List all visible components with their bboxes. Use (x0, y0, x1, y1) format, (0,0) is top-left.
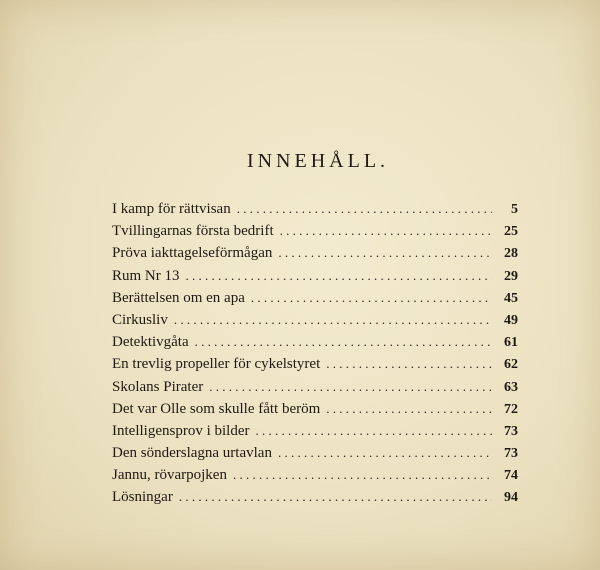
toc-entry-page: 25 (504, 224, 518, 240)
toc-entry (112, 398, 518, 420)
toc-entry-page: 72 (504, 401, 518, 417)
toc-entry-page: 73 (504, 446, 518, 462)
leader-dots (280, 220, 492, 242)
toc-entry (112, 420, 518, 442)
leader-dots (326, 398, 492, 420)
toc-entry-title: Jannu, rövarpojken (112, 467, 227, 484)
leader-dots (233, 464, 492, 486)
toc-entry-title: Pröva iakttagelseförmågan (112, 245, 273, 262)
leader-dots (195, 331, 492, 353)
toc-entry-page: 74 (504, 468, 518, 484)
leader-dots (255, 420, 492, 442)
toc-entry (112, 287, 518, 309)
toc-entry (112, 242, 518, 264)
leader-dots (237, 198, 492, 220)
toc-entry-title: Det var Olle som skulle fått beröm (112, 400, 321, 417)
leader-dots (186, 265, 493, 287)
toc-entry-title: Lösningar (112, 489, 173, 506)
toc-entry-page: 63 (504, 379, 518, 395)
leader-dots (209, 376, 492, 398)
leader-dots (326, 353, 492, 375)
toc-entry (112, 331, 518, 353)
toc-entry-title: Rum Nr 13 (112, 267, 180, 284)
toc-entry (112, 376, 518, 398)
toc-entry (112, 442, 518, 464)
toc-entry-title: Den sönderslagna urtavlan (112, 445, 272, 462)
toc-entry (112, 486, 518, 508)
leader-dots (251, 287, 492, 309)
page-title: INNEHÅLL. (246, 150, 390, 172)
toc-entry-page: 62 (504, 357, 518, 373)
toc-entry (112, 265, 518, 287)
table-of-contents (112, 198, 518, 509)
toc-entry-page: 28 (504, 246, 518, 262)
toc-entry-page: 29 (504, 268, 518, 284)
toc-entry (112, 309, 518, 331)
toc-entry (112, 198, 518, 220)
toc-entry-title: Skolans Pirater (112, 378, 204, 395)
toc-entry-title: Tvillingarnas första bedrift (112, 223, 274, 240)
toc-entry-title: Berättelsen om en apa (112, 289, 245, 306)
toc-entry-title: Cirkusliv (112, 311, 168, 328)
toc-entry-title: Intelligensprov i bilder (112, 422, 250, 439)
toc-entry-page: 61 (504, 335, 518, 351)
toc-entry-title: Detektivgåta (112, 334, 189, 351)
toc-entry-page: 5 (511, 202, 518, 217)
toc-entry-page: 49 (504, 312, 518, 328)
leader-dots (179, 486, 492, 508)
toc-entry (112, 353, 518, 375)
leader-dots (278, 442, 492, 464)
toc-entry (112, 220, 518, 242)
toc-entry-page: 45 (504, 290, 518, 306)
leader-dots (174, 309, 492, 331)
toc-entry (112, 464, 518, 486)
toc-entry-page: 94 (504, 490, 518, 506)
leader-dots (278, 242, 492, 264)
toc-entry-page: 73 (504, 423, 518, 439)
toc-entry-title: En trevlig propeller för cykelstyret (112, 356, 321, 373)
toc-entry-title: I kamp för rättvisan (112, 201, 231, 217)
